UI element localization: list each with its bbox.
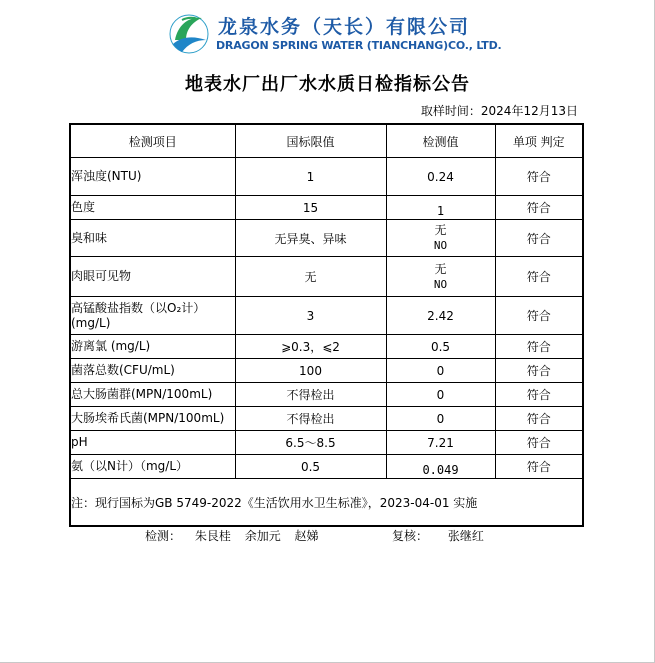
- table-note-row: [70, 479, 583, 527]
- row-limit: 无异臭、异味: [235, 220, 386, 257]
- row-value-en: NO: [433, 239, 448, 252]
- row-limit: 6.5～8.5: [235, 431, 386, 455]
- row-value: 2.42: [386, 297, 495, 335]
- row-judge: 符合: [495, 407, 583, 431]
- table-row: [70, 220, 583, 257]
- water-quality-table: [69, 123, 584, 527]
- row-value: 0: [386, 407, 495, 431]
- standard-note: 注：现行国标为GB 5749-2022《生活饮用水卫生标准》，2023-04-01 实施: [70, 479, 583, 527]
- row-value: 7.21: [386, 431, 495, 455]
- table-row: [70, 383, 583, 407]
- row-judge: 符合: [495, 220, 583, 257]
- row-item: pH: [70, 431, 235, 455]
- reviewer-name: 张继红: [447, 529, 484, 543]
- row-value: [386, 257, 495, 297]
- row-value: [386, 220, 495, 257]
- row-value-cn: 无: [434, 223, 447, 237]
- row-limit: 100: [235, 359, 386, 383]
- brand-name-en: DRAGON SPRING WATER (TIANCHANG)CO., LTD.: [216, 39, 502, 52]
- header-limit: 国标限值: [235, 124, 386, 158]
- table-row: [70, 196, 583, 220]
- table-row: [70, 407, 583, 431]
- sample-time: 取样时间：2024年12月13日: [420, 104, 578, 118]
- row-value: [386, 455, 495, 479]
- row-limit: 无: [235, 257, 386, 297]
- inspector-name: 赵娣: [294, 529, 319, 543]
- header-judge: 单项 判定: [495, 124, 583, 158]
- row-judge: 符合: [495, 158, 583, 196]
- row-value: 0: [386, 359, 495, 383]
- row-limit: 15: [235, 196, 386, 220]
- table-row: [70, 455, 583, 479]
- row-value-en: NO: [433, 277, 448, 291]
- row-item: 氨（以N计）（mg/L）: [70, 455, 235, 479]
- row-item: 臭和味: [70, 220, 235, 257]
- row-judge: 符合: [495, 335, 583, 359]
- table-row: [70, 335, 583, 359]
- row-value-cn: 无: [434, 261, 447, 276]
- page-title: 地表水厂出厂水水质日检指标公告: [185, 74, 470, 95]
- row-limit: 1: [235, 158, 386, 196]
- table-row: [70, 359, 583, 383]
- header-item: 检测项目: [70, 124, 235, 158]
- row-value: 0.5: [386, 335, 495, 359]
- brand-name-cn: 龙泉水务（天长）有限公司: [218, 16, 471, 38]
- row-judge: 符合: [495, 196, 583, 220]
- row-value: 0: [386, 383, 495, 407]
- row-item: 浑浊度(NTU): [70, 158, 235, 196]
- row-limit: ⩾0.3，⩽2: [235, 335, 386, 359]
- row-item: 肉眼可见物: [70, 257, 235, 297]
- row-item: 总大肠菌群(MPN/100mL): [70, 383, 235, 407]
- row-value-text: 0.049: [422, 463, 459, 477]
- row-judge: 符合: [495, 359, 583, 383]
- reviewer-line: [392, 527, 500, 544]
- row-value: [386, 196, 495, 220]
- row-judge: 符合: [495, 383, 583, 407]
- row-judge: 符合: [495, 297, 583, 335]
- company-logo: [168, 10, 502, 58]
- row-limit: 3: [235, 297, 386, 335]
- row-value-text: 1: [436, 204, 445, 218]
- row-item: 菌落总数(CFU/mL): [70, 359, 235, 383]
- inspectors-line: [145, 527, 329, 544]
- row-limit: 不得检出: [235, 407, 386, 431]
- table-row: [70, 257, 583, 297]
- row-judge: 符合: [495, 257, 583, 297]
- water-drop-wave-icon: [168, 10, 210, 56]
- table-header-row: [70, 124, 583, 158]
- table-row: [70, 158, 583, 196]
- review-label: 复核：: [392, 529, 429, 543]
- row-item: 大肠埃希氏菌(MPN/100mL): [70, 407, 235, 431]
- inspector-name: 朱艮桂: [194, 529, 231, 543]
- row-item: 游离氯 (mg/L): [70, 335, 235, 359]
- row-limit: 不得检出: [235, 383, 386, 407]
- table-row: [70, 297, 583, 335]
- row-judge: 符合: [495, 455, 583, 479]
- row-item: 高锰酸盐指数（以O₂计）(mg/L): [70, 297, 235, 335]
- row-limit: 0.5: [235, 455, 386, 479]
- row-value: 0.24: [386, 158, 495, 196]
- inspect-label: 检测：: [145, 529, 182, 543]
- row-judge: 符合: [495, 431, 583, 455]
- row-item: 色度: [70, 196, 235, 220]
- inspector-name: 余加元: [244, 529, 281, 543]
- table-row: [70, 431, 583, 455]
- header-value: 检测值: [386, 124, 495, 158]
